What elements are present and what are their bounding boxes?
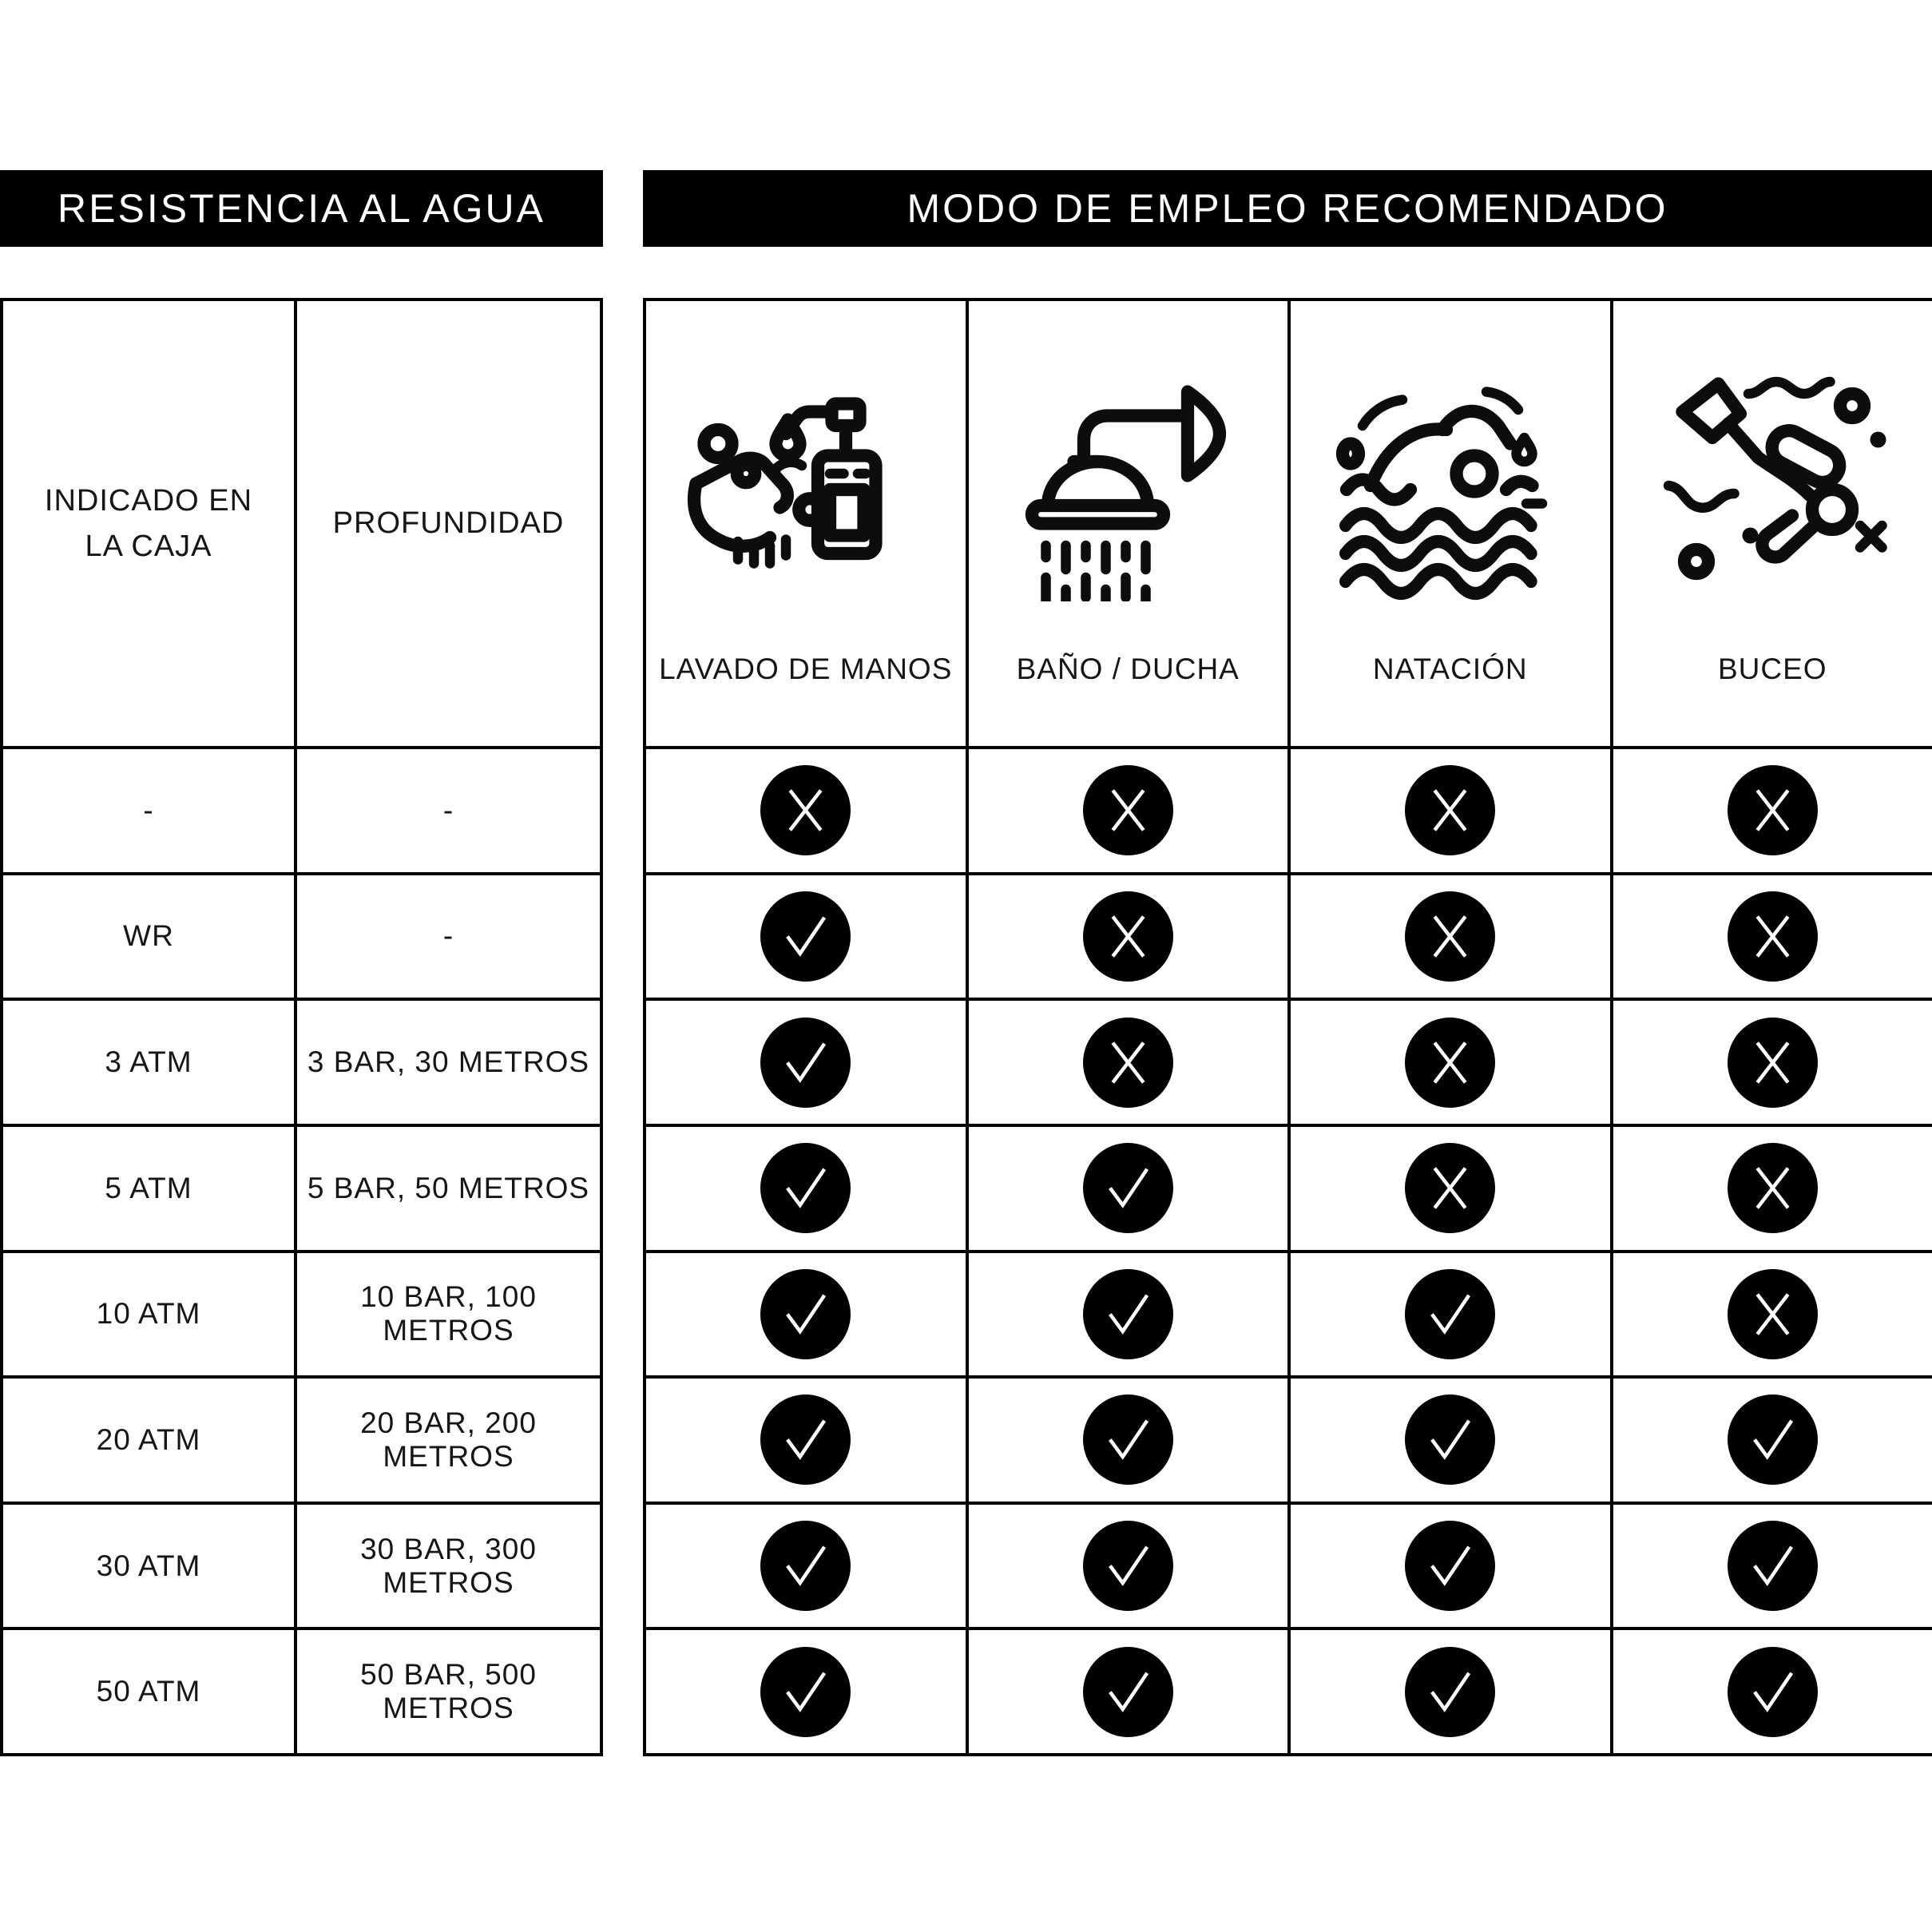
mark-cell <box>969 749 1288 872</box>
mark-cell <box>1613 749 1932 872</box>
depth-cell <box>297 875 600 998</box>
column-header-depth-label: PROFUNDIDAD <box>332 506 565 540</box>
depth-cell <box>297 1505 600 1628</box>
check-mark <box>1728 1647 1818 1737</box>
mark-cell <box>646 1127 966 1250</box>
mark-cell <box>1291 749 1610 872</box>
depth-cell <box>297 749 600 872</box>
mark-glyph <box>760 1647 851 1737</box>
activity-label: BAÑO / DUCHA <box>1016 652 1240 685</box>
cross-mark <box>1728 891 1818 982</box>
mark-cell <box>1291 875 1610 998</box>
check-mark <box>1083 1143 1173 1233</box>
case-value: 3 ATM <box>105 1045 192 1079</box>
depth-value: 3 BAR, 30 METROS <box>307 1045 590 1079</box>
right-title: MODO DE EMPLEO RECOMENDADO <box>906 186 1668 231</box>
cross-mark <box>1728 1018 1818 1108</box>
check-mark <box>760 1394 851 1485</box>
mark-glyph <box>1728 1394 1818 1485</box>
cross-mark <box>1728 1143 1818 1233</box>
check-mark <box>760 1647 851 1737</box>
check-mark <box>1083 1394 1173 1485</box>
activity-header-swimming <box>1291 301 1610 746</box>
activity-label: LAVADO DE MANOS <box>659 652 953 685</box>
mark-glyph <box>1083 1394 1173 1485</box>
mark-glyph <box>760 891 851 982</box>
column-header-depth <box>297 301 600 746</box>
mark-glyph <box>760 1394 851 1485</box>
left-title-bar <box>0 170 603 247</box>
mark-glyph <box>1405 1269 1495 1359</box>
case-value: 30 ATM <box>96 1549 201 1582</box>
mark-cell <box>969 1505 1288 1628</box>
mark-glyph <box>760 1521 851 1611</box>
case-cell <box>3 1505 294 1628</box>
mark-glyph <box>1728 1018 1818 1108</box>
mark-glyph <box>1728 1269 1818 1359</box>
mark-cell <box>1613 1001 1932 1124</box>
activity-label: BUCEO <box>1717 652 1827 685</box>
swimming-icon <box>1331 362 1570 601</box>
mark-cell <box>1291 1001 1610 1124</box>
mark-cell <box>969 875 1288 998</box>
depth-cell <box>297 1379 600 1502</box>
left-title: RESISTENCIA AL AGUA <box>58 186 545 231</box>
activity-label: NATACIÓN <box>1372 652 1528 685</box>
mark-glyph <box>1405 1394 1495 1485</box>
mark-cell <box>1613 1253 1932 1376</box>
mark-cell <box>1613 875 1932 998</box>
diving-icon <box>1652 362 1892 601</box>
check-mark <box>760 1521 851 1611</box>
case-cell <box>3 875 294 998</box>
mark-glyph <box>1405 1018 1495 1108</box>
case-cell <box>3 1127 294 1250</box>
case-value: WR <box>123 919 174 953</box>
cross-mark <box>1405 765 1495 855</box>
mark-cell <box>646 749 966 872</box>
mark-cell <box>969 1379 1288 1502</box>
cross-mark <box>1083 765 1173 855</box>
case-cell <box>3 1379 294 1502</box>
check-mark <box>1728 1394 1818 1485</box>
mark-cell <box>1613 1630 1932 1753</box>
shower-icon <box>1008 362 1248 601</box>
activity-header-shower <box>969 301 1288 746</box>
activity-header-diving <box>1613 301 1932 746</box>
check-mark <box>1405 1647 1495 1737</box>
recommended-use-table <box>643 298 1932 1756</box>
cross-mark <box>1405 1143 1495 1233</box>
case-cell <box>3 1630 294 1753</box>
depth-value: - <box>442 793 454 827</box>
depth-value: 20 BAR, 200 METROS <box>360 1406 537 1473</box>
mark-cell <box>1291 1253 1610 1376</box>
mark-cell <box>1291 1505 1610 1628</box>
case-value: 50 ATM <box>96 1675 201 1708</box>
mark-glyph <box>1083 891 1173 982</box>
mark-glyph <box>1083 765 1173 855</box>
mark-cell <box>646 1001 966 1124</box>
mark-cell <box>969 1630 1288 1753</box>
mark-cell <box>1613 1505 1932 1628</box>
mark-glyph <box>1083 1269 1173 1359</box>
check-mark <box>760 1269 851 1359</box>
case-cell <box>3 1253 294 1376</box>
mark-glyph <box>760 765 851 855</box>
diving-icon <box>1652 362 1892 601</box>
case-value: - <box>143 793 154 827</box>
check-mark <box>1405 1521 1495 1611</box>
mark-glyph <box>1728 1143 1818 1233</box>
depth-value: 5 BAR, 50 METROS <box>307 1171 590 1204</box>
cross-mark <box>1405 1018 1495 1108</box>
cross-mark <box>1083 1018 1173 1108</box>
cross-mark <box>1728 765 1818 855</box>
check-mark <box>760 1018 851 1108</box>
column-header-case <box>3 301 294 746</box>
mark-glyph <box>760 1143 851 1233</box>
cross-mark <box>1728 1269 1818 1359</box>
check-mark <box>1405 1269 1495 1359</box>
case-value: 10 ATM <box>96 1297 201 1331</box>
check-mark <box>760 1143 851 1233</box>
mark-glyph <box>1405 765 1495 855</box>
swimming-icon <box>1331 362 1570 601</box>
handwash-icon <box>686 362 926 601</box>
check-mark <box>1728 1521 1818 1611</box>
mark-cell <box>646 1379 966 1502</box>
case-value: 5 ATM <box>105 1171 192 1204</box>
case-cell <box>3 1001 294 1124</box>
mark-cell <box>969 1253 1288 1376</box>
mark-glyph <box>760 1018 851 1108</box>
right-title-bar <box>643 170 1932 247</box>
mark-glyph <box>1405 1143 1495 1233</box>
mark-glyph <box>1728 1647 1818 1737</box>
shower-icon <box>1008 362 1248 601</box>
check-mark <box>1083 1521 1173 1611</box>
mark-cell <box>646 1630 966 1753</box>
handwash-icon <box>686 362 926 601</box>
mark-cell <box>646 875 966 998</box>
mark-glyph <box>1405 1647 1495 1737</box>
case-value: 20 ATM <box>96 1422 201 1456</box>
mark-cell <box>969 1127 1288 1250</box>
mark-cell <box>1291 1127 1610 1250</box>
mark-cell <box>1613 1379 1932 1502</box>
cross-mark <box>760 765 851 855</box>
mark-glyph <box>1728 891 1818 982</box>
mark-cell <box>1291 1379 1610 1502</box>
depth-cell <box>297 1001 600 1124</box>
case-cell <box>3 749 294 872</box>
mark-glyph <box>1405 1521 1495 1611</box>
cross-mark <box>1083 891 1173 982</box>
check-mark <box>1405 1394 1495 1485</box>
mark-glyph <box>1083 1143 1173 1233</box>
depth-value: 10 BAR, 100 METROS <box>360 1280 537 1347</box>
mark-glyph <box>1728 1521 1818 1611</box>
mark-cell <box>969 1001 1288 1124</box>
depth-cell <box>297 1630 600 1753</box>
cross-mark <box>1405 891 1495 982</box>
check-mark <box>1083 1647 1173 1737</box>
check-mark <box>1083 1269 1173 1359</box>
depth-cell <box>297 1253 600 1376</box>
mark-cell <box>646 1253 966 1376</box>
mark-cell <box>1291 1630 1610 1753</box>
mark-glyph <box>1083 1521 1173 1611</box>
mark-cell <box>646 1505 966 1628</box>
mark-cell <box>1613 1127 1932 1250</box>
column-header-case-label: INDICADO EN LA CAJA <box>44 483 253 563</box>
depth-cell <box>297 1127 600 1250</box>
mark-glyph <box>1083 1647 1173 1737</box>
activity-header-handwash <box>646 301 966 746</box>
depth-value: 30 BAR, 300 METROS <box>360 1532 537 1599</box>
depth-value: - <box>442 919 454 953</box>
check-mark <box>760 891 851 982</box>
water-resistance-table <box>0 298 603 1756</box>
mark-glyph <box>760 1269 851 1359</box>
depth-value: 50 BAR, 500 METROS <box>360 1658 537 1725</box>
mark-glyph <box>1405 891 1495 982</box>
mark-glyph <box>1083 1018 1173 1108</box>
mark-glyph <box>1728 765 1818 855</box>
